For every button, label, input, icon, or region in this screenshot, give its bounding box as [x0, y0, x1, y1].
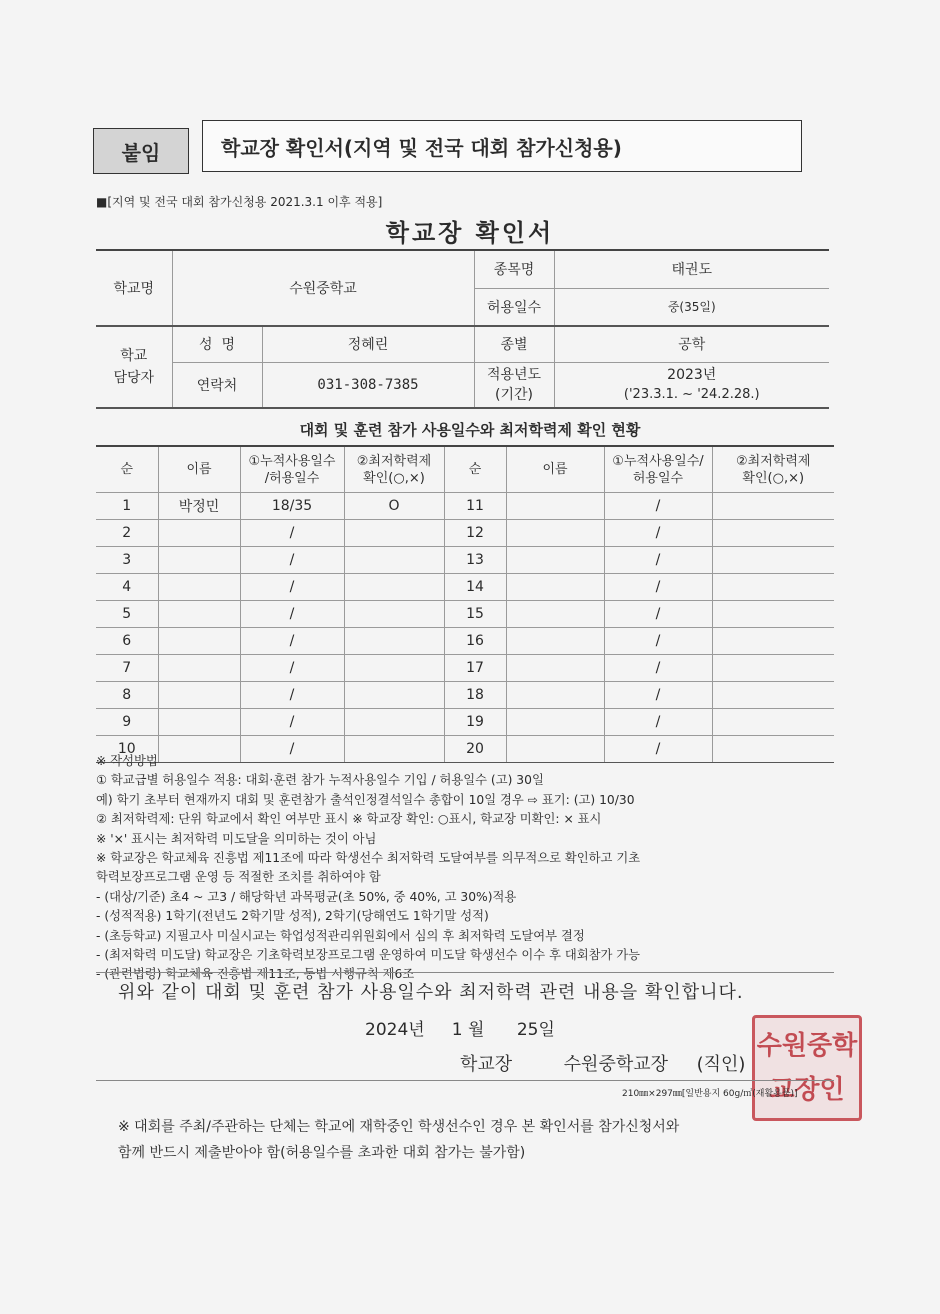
table-cell — [506, 682, 604, 709]
table-row — [96, 709, 834, 736]
year-cell — [554, 362, 829, 408]
instruction-line: - (최저학력 미도달) 학교장은 기초학력보장프로그램 운영하여 미도달 학생선수 이수 후 대회참가 가능 — [96, 948, 641, 963]
table-row — [96, 493, 834, 520]
table-cell: 17 — [444, 655, 506, 682]
table-cell: 14 — [444, 574, 506, 601]
table-cell: / — [604, 493, 712, 520]
sport-value: 태권도 — [554, 250, 829, 288]
instruction-line: ※ '×' 표시는 최저학력 미도달을 의미하는 것이 아님 — [96, 831, 377, 846]
table-cell — [506, 601, 604, 628]
table-row — [96, 682, 834, 709]
table-cell: / — [604, 574, 712, 601]
name-value: 정혜린 — [262, 326, 474, 362]
table-cell — [344, 601, 444, 628]
table-cell: 11 — [444, 493, 506, 520]
table-cell — [506, 574, 604, 601]
table-row — [96, 547, 834, 574]
footnote-line: ※ 대회를 주최/주관하는 단체는 학교에 재학중인 학생선수인 경우 본 확인서를 참가신청서와 — [118, 1119, 680, 1135]
principal-name: 수원중학교장 — [563, 1054, 668, 1075]
table-cell: 16 — [444, 628, 506, 655]
main-title: 학교장 확인서 — [385, 219, 555, 247]
table-cell: 20 — [444, 736, 506, 763]
table-row — [96, 574, 834, 601]
column-header: ②최저학력제 확인(○,×) — [712, 446, 834, 493]
confirm-statement: 위와 같이 대회 및 훈련 참가 사용일수와 최저학력 관련 내용을 확인합니다. — [118, 982, 744, 1003]
table-cell: 6 — [96, 628, 158, 655]
table-cell — [344, 547, 444, 574]
table-cell — [506, 655, 604, 682]
table-cell — [506, 520, 604, 547]
manager-label: 학교 담당자 — [96, 326, 172, 408]
table-cell: / — [240, 628, 344, 655]
date-month: 1 월 — [451, 1020, 485, 1040]
table-cell: 18/35 — [240, 493, 344, 520]
table-cell: / — [604, 709, 712, 736]
table-cell — [344, 574, 444, 601]
table-cell: / — [240, 520, 344, 547]
instruction-line: - (대상/기준) 초4 ~ 고3 / 해당학년 과목평균(초 50%, 중 40%, 고 30%)적용 — [96, 889, 517, 904]
table-cell: 1 — [96, 493, 158, 520]
instructions — [96, 752, 841, 985]
table-cell: / — [240, 709, 344, 736]
table-cell: / — [240, 601, 344, 628]
table-cell: / — [604, 601, 712, 628]
instruction-line: ② 최저학력제: 단위 학교에서 확인 여부만 표시 ※ 학교장 확인: ○표시, 학교장 미확인: × 표시 — [96, 812, 602, 827]
year-value: 2023년 — [667, 366, 717, 383]
table-cell — [506, 547, 604, 574]
column-header: ①누적사용일수/ 허용일수 — [604, 446, 712, 493]
table-cell: / — [240, 655, 344, 682]
instruction-line: 예) 학기 초부터 현재까지 대회 및 훈련참가 출석인정결석일수 총합이 10일 경우 ⇨ 표기: (고) 10/30 — [96, 792, 635, 807]
paper-spec: 210㎜×297㎜[일반용지 60g/㎡(재활용품)] — [622, 1089, 798, 1099]
issue-date — [365, 1015, 555, 1040]
table-cell: / — [604, 655, 712, 682]
table-cell — [344, 520, 444, 547]
gender-value: 공학 — [554, 326, 829, 362]
principal-line — [460, 1050, 745, 1076]
instruction-line: - (관련법령) 학교체육 진흥법 제11조, 동법 시행규칙 제6조 — [96, 967, 415, 982]
table-cell — [344, 709, 444, 736]
table-row — [96, 601, 834, 628]
usage-header-row — [96, 446, 834, 493]
table-cell: / — [240, 547, 344, 574]
contact-label: 연락처 — [172, 362, 262, 408]
column-header: 이름 — [506, 446, 604, 493]
table-cell — [712, 547, 834, 574]
column-header: 이름 — [158, 446, 240, 493]
date-day: 25일 — [516, 1020, 555, 1040]
info-table — [96, 249, 829, 409]
table-cell: 3 — [96, 547, 158, 574]
name-label: 성 명 — [172, 326, 262, 362]
principal-label: 학교장 — [460, 1054, 513, 1075]
instruction-line: ※ 학교장은 학교체육 진흥법 제11조에 따라 학생선수 최저학력 도달여부를 의무적으로 확인하고 기초 — [96, 851, 641, 866]
table-cell: 2 — [96, 520, 158, 547]
table-cell: / — [604, 547, 712, 574]
status-title: 대회 및 훈련 참가 사용일수와 최저학력제 확인 현황 — [299, 421, 641, 439]
seal-text: (직인) — [696, 1054, 746, 1075]
table-row — [96, 655, 834, 682]
attachment-tag: 붙임 — [93, 128, 189, 174]
school-value: 수원중학교 — [172, 250, 474, 326]
column-header: 순 — [96, 446, 158, 493]
table-cell: / — [604, 736, 712, 763]
table-cell — [506, 709, 604, 736]
table-cell: / — [604, 682, 712, 709]
table-cell — [158, 520, 240, 547]
table-cell: 10 — [96, 736, 158, 763]
table-cell: 박정민 — [158, 493, 240, 520]
table-cell — [344, 682, 444, 709]
usage-table — [96, 445, 834, 763]
table-cell: 15 — [444, 601, 506, 628]
gender-label: 종별 — [474, 326, 554, 362]
column-header: 순 — [444, 446, 506, 493]
instruction-line: ※ 작성방법 — [96, 754, 158, 768]
table-cell — [158, 709, 240, 736]
table-cell: 8 — [96, 682, 158, 709]
table-row — [96, 520, 834, 547]
table-cell — [712, 520, 834, 547]
date-year: 2024년 — [365, 1020, 425, 1040]
footnote — [118, 1114, 679, 1166]
year-label: 적용년도 (기간) — [474, 362, 554, 408]
column-header: ②최저학력제 확인(○,×) — [344, 446, 444, 493]
instruction-line: 학력보장프로그램 운영 등 적절한 조치를 취하여야 함 — [96, 870, 381, 885]
table-cell — [344, 628, 444, 655]
table-cell: / — [604, 520, 712, 547]
allowed-days-value: 중(35일) — [554, 288, 829, 326]
table-cell — [712, 601, 834, 628]
table-cell — [712, 709, 834, 736]
table-cell: 5 — [96, 601, 158, 628]
instruction-line: - (성적적용) 1학기(전년도 2학기말 성적), 2학기(당해연도 1학기말 성적) — [96, 909, 489, 924]
table-cell — [158, 628, 240, 655]
sport-label: 종목명 — [474, 250, 554, 288]
table-cell — [712, 628, 834, 655]
instruction-line: - (초등학교) 지필고사 미실시교는 학업성적관리위원회에서 심의 후 최저학력 도달여부 결정 — [96, 928, 585, 943]
table-cell: 13 — [444, 547, 506, 574]
table-cell: 4 — [96, 574, 158, 601]
footnote-line: 함께 반드시 제출받아야 함(허용일수를 초과한 대회 참가는 불가함) — [118, 1145, 526, 1161]
table-cell — [506, 628, 604, 655]
table-cell — [712, 682, 834, 709]
table-cell — [344, 655, 444, 682]
year-period: ('23.3.1. ~ '24.2.28.) — [623, 386, 760, 402]
table-cell: 18 — [444, 682, 506, 709]
divider — [96, 1080, 834, 1081]
document-title: 학교장 확인서(지역 및 전국 대회 참가신청용) — [202, 120, 802, 172]
table-cell: 12 — [444, 520, 506, 547]
table-cell: / — [604, 628, 712, 655]
table-cell — [158, 655, 240, 682]
table-cell — [158, 601, 240, 628]
table-cell — [158, 574, 240, 601]
allowed-days-label: 허용일수 — [474, 288, 554, 326]
table-cell — [158, 547, 240, 574]
divider — [96, 972, 834, 973]
table-cell: / — [240, 736, 344, 763]
table-cell: 19 — [444, 709, 506, 736]
table-cell: / — [240, 574, 344, 601]
table-cell — [506, 493, 604, 520]
table-cell — [712, 655, 834, 682]
table-cell — [712, 574, 834, 601]
table-cell — [712, 493, 834, 520]
instruction-line: ① 학교급별 허용일수 적용: 대회·훈련 참가 누적사용일수 기입 / 허용일수 (고) 30일 — [96, 773, 544, 788]
column-header: ①누적사용일수 /허용일수 — [240, 446, 344, 493]
table-cell: / — [240, 682, 344, 709]
table-cell: O — [344, 493, 444, 520]
contact-value: 031-308-7385 — [262, 362, 474, 408]
table-cell: 9 — [96, 709, 158, 736]
table-cell: 7 — [96, 655, 158, 682]
application-note: ■[지역 및 전국 대회 참가신청용 2021.3.1 이후 적용] — [96, 195, 383, 209]
table-row — [96, 628, 834, 655]
school-seal-stamp: 수원중학교장인 — [752, 1015, 862, 1121]
table-cell — [158, 682, 240, 709]
school-label: 학교명 — [96, 250, 172, 326]
